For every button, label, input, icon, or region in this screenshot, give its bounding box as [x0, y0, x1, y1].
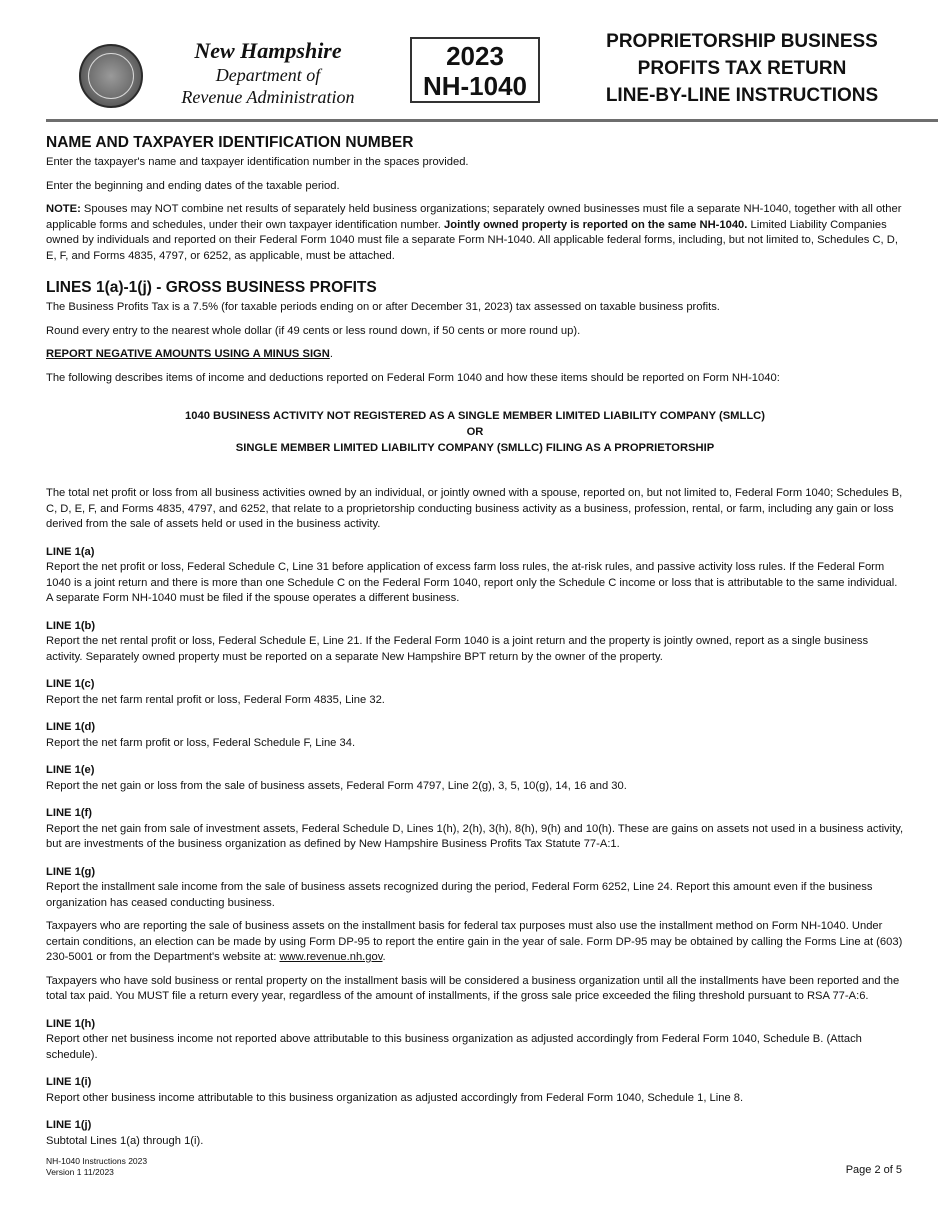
title-line2: PROFITS TAX RETURN: [637, 58, 847, 79]
line-1d-text: Report the net farm profit or loss, Federal Schedule F, Line 34.: [46, 736, 356, 749]
form-year: 2023: [446, 41, 504, 71]
line-1e-label: LINE 1(e): [46, 764, 95, 776]
form-number: NH-1040: [422, 71, 528, 101]
form-id-box: [410, 37, 540, 103]
line-1j-text: Subtotal Lines 1(a) through 1(i).: [46, 1134, 204, 1147]
line-1a-label: LINE 1(a): [46, 545, 95, 558]
footer-version: Version 1 11/2023: [46, 1167, 114, 1177]
line-1i-text: Report other business income attributable to this business organization as adjusted accordingly from Federal Form 1040, Schedule 1, Line 8.: [46, 1091, 744, 1104]
line-1e-text: Report the net gain or loss from the sale of business assets, Federal Form 4797, Line 2(g), 3, 5, 10(g), 14, 16 and 30.: [46, 779, 627, 792]
activity-heading-or: OR: [466, 426, 484, 438]
punctuation: .: [329, 348, 333, 360]
revenue-website-link[interactable]: www.revenue.nh.gov: [279, 951, 383, 963]
line-1g-installment-text: [46, 919, 904, 966]
paragraph: Enter the taxpayer's name and taxpayer identification number in the spaces provided.: [46, 156, 469, 168]
line-1b-label: LINE 1(b): [46, 619, 96, 632]
line-1g-text: Report the installment sale income from the sale of business assets recognized during the period, Federal Form 6252, Line 24. Report this amount even if the business organization has ceased conducting business.: [46, 881, 873, 909]
paragraph: The following describes items of income and deductions reported on Federal Form 1040 and how these items should be reported on Form NH-1040:: [46, 371, 780, 384]
line-1j-label: LINE 1(j): [46, 1119, 92, 1131]
line-1c-text: Report the net farm rental profit or loss, Federal Form 4835, Line 32.: [46, 693, 385, 706]
line-1f-label: LINE 1(f): [46, 807, 92, 819]
note-bold-text: Jointly owned property is reported on the same NH-1040.: [444, 218, 748, 231]
negative-amounts-text: REPORT NEGATIVE AMOUNTS USING A MINUS SIGN: [46, 348, 330, 360]
activity-type-heading: [46, 408, 904, 456]
paragraph: Enter the beginning and ending dates of the taxable period.: [46, 179, 340, 192]
paragraph: The total net profit or loss from all business activities owned by an individual, or jointly owned with a spouse, reported on, but not limited to, Federal Form 1040; Schedules B, C, D, E, F, and Forms 4835, 4797, and 6252, that relate to a proprietorship conducting business activity as a business, profession, rental, or farm, including any gain or loss derived from the sale of assets held or used in the business activity.: [46, 487, 903, 530]
negative-amounts-note: [46, 347, 904, 363]
line-1h-label: LINE 1(h): [46, 1017, 96, 1030]
paragraph: Round every entry to the nearest whole dollar (if 49 cents or less round down, if 50 cents or more round up).: [46, 324, 581, 337]
note-text: Limited Liability Companies owned by individuals and reported on their Federal Form 1040 must file a separate Form NH-1040. All applicable federal forms, including, but not limited to, Schedules C, D, E, F, and Forms 4835, 4797, or 6252, as applicable, must be attached.: [46, 218, 898, 262]
state-seal-icon: [79, 44, 143, 108]
section-heading-gross-profits: LINES 1(a)-1(j) - GROSS BUSINESS PROFITS: [46, 279, 377, 296]
note-paragraph: [46, 202, 904, 264]
paragraph: The Business Profits Tax is a 7.5% (for taxable periods ending on or after December 31, 2023) tax assessed on taxable business profits.: [46, 301, 720, 313]
line-1a-text: Report the net profit or loss, Federal Schedule C, Line 31 before application of excess farm loss rules, the at-risk rules, and passive activity loss rules. If the Federal Form 1040 is a joint return and there is more than one Schedule C on the Federal Form 1040, report only the Schedule C income or loss that is attributable to the same individual. A separate Form NH-1040 must be filed if the spouse operates a different business.: [46, 561, 898, 604]
note-label: NOTE:: [46, 203, 81, 215]
title-line3: LINE-BY-LINE INSTRUCTIONS: [605, 85, 879, 106]
page-header: [46, 28, 908, 118]
line-1c-label: LINE 1(c): [46, 678, 95, 690]
line-1d-label: LINE 1(d): [46, 721, 96, 733]
agency-dept-line2: Revenue Administration: [181, 87, 355, 107]
document-title: [576, 28, 908, 109]
activity-heading-line3: SINGLE MEMBER LIMITED LIABILITY COMPANY (SMLLC) FILING AS A PROPRIETORSHIP: [235, 442, 715, 454]
section-heading-name: NAME AND TAXPAYER IDENTIFICATION NUMBER: [46, 134, 414, 151]
agency-name: New Hampshire: [194, 38, 342, 63]
line-1b-text: Report the net rental profit or loss, Federal Schedule E, Line 21. If the Federal Form 1040 is a joint return and the property is jointly owned, report as a single business activity. Separately owned property must be reported on a separate New Hampshire BPT return by the owner of the property.: [46, 635, 869, 663]
title-line1: PROPRIETORSHIP BUSINESS: [606, 31, 878, 52]
line-1f-text: Report the net gain from sale of investment assets, Federal Schedule D, Lines 1(h), 2(h), 3(h), 8(h), 9(h) and 10(h). These are gains on assets not used in a business activity, but are investments of the business organization as defined by New Hampshire Business Profits Tax Statute 77-A:1.: [46, 822, 904, 850]
activity-heading-line1: 1040 BUSINESS ACTIVITY NOT REGISTERED AS A SINGLE MEMBER LIMITED LIABILITY COMPANY (SMLLC): [185, 410, 765, 422]
page-number: Page 2 of 5: [845, 1164, 902, 1176]
installment-text: Taxpayers who are reporting the sale of business assets on the installment basis for federal tax purposes must also use the installment method on Form NH-1040. Under certain conditions, an election can be made by using Form DP-95 to report the entire gain in the year of sale. Form DP-95 may be obtained by calling the Forms Line at (603) 230-5001 or from the Department's website at:: [46, 920, 903, 963]
punctuation: .: [382, 951, 386, 963]
note-text: Spouses may NOT combine net results of separately held business organizations; separately owned businesses must file a separate NH-1040, together with all other applicable forms and schedules, under their own taxpayer identification number.: [46, 203, 902, 231]
line-1g-label: LINE 1(g): [46, 865, 96, 878]
line-1h-text: Report other net business income not reported above attributable to this business organization as adjusted accordingly from Federal Form 1040, Schedule B. (Attach schedule).: [46, 1033, 862, 1061]
instructions-body: [46, 133, 904, 1157]
header-divider: [46, 119, 938, 122]
line-1g-sold-property-text: Taxpayers who have sold business or rental property on the installment basis will be considered a business organization until all the installments have been reported and the total tax paid. You MUST file a return every year, regardless of the amount of installments, if the gross sale price exceeded the filing threshold pursuant to RSA 77-A:6.: [46, 974, 900, 1002]
agency-dept-line1: Department of: [215, 65, 321, 85]
agency-block: [158, 38, 378, 108]
line-1i-label: LINE 1(i): [46, 1076, 92, 1088]
footer-doc-info: [46, 1156, 147, 1178]
footer-doc-name: NH-1040 Instructions 2023: [46, 1156, 148, 1166]
